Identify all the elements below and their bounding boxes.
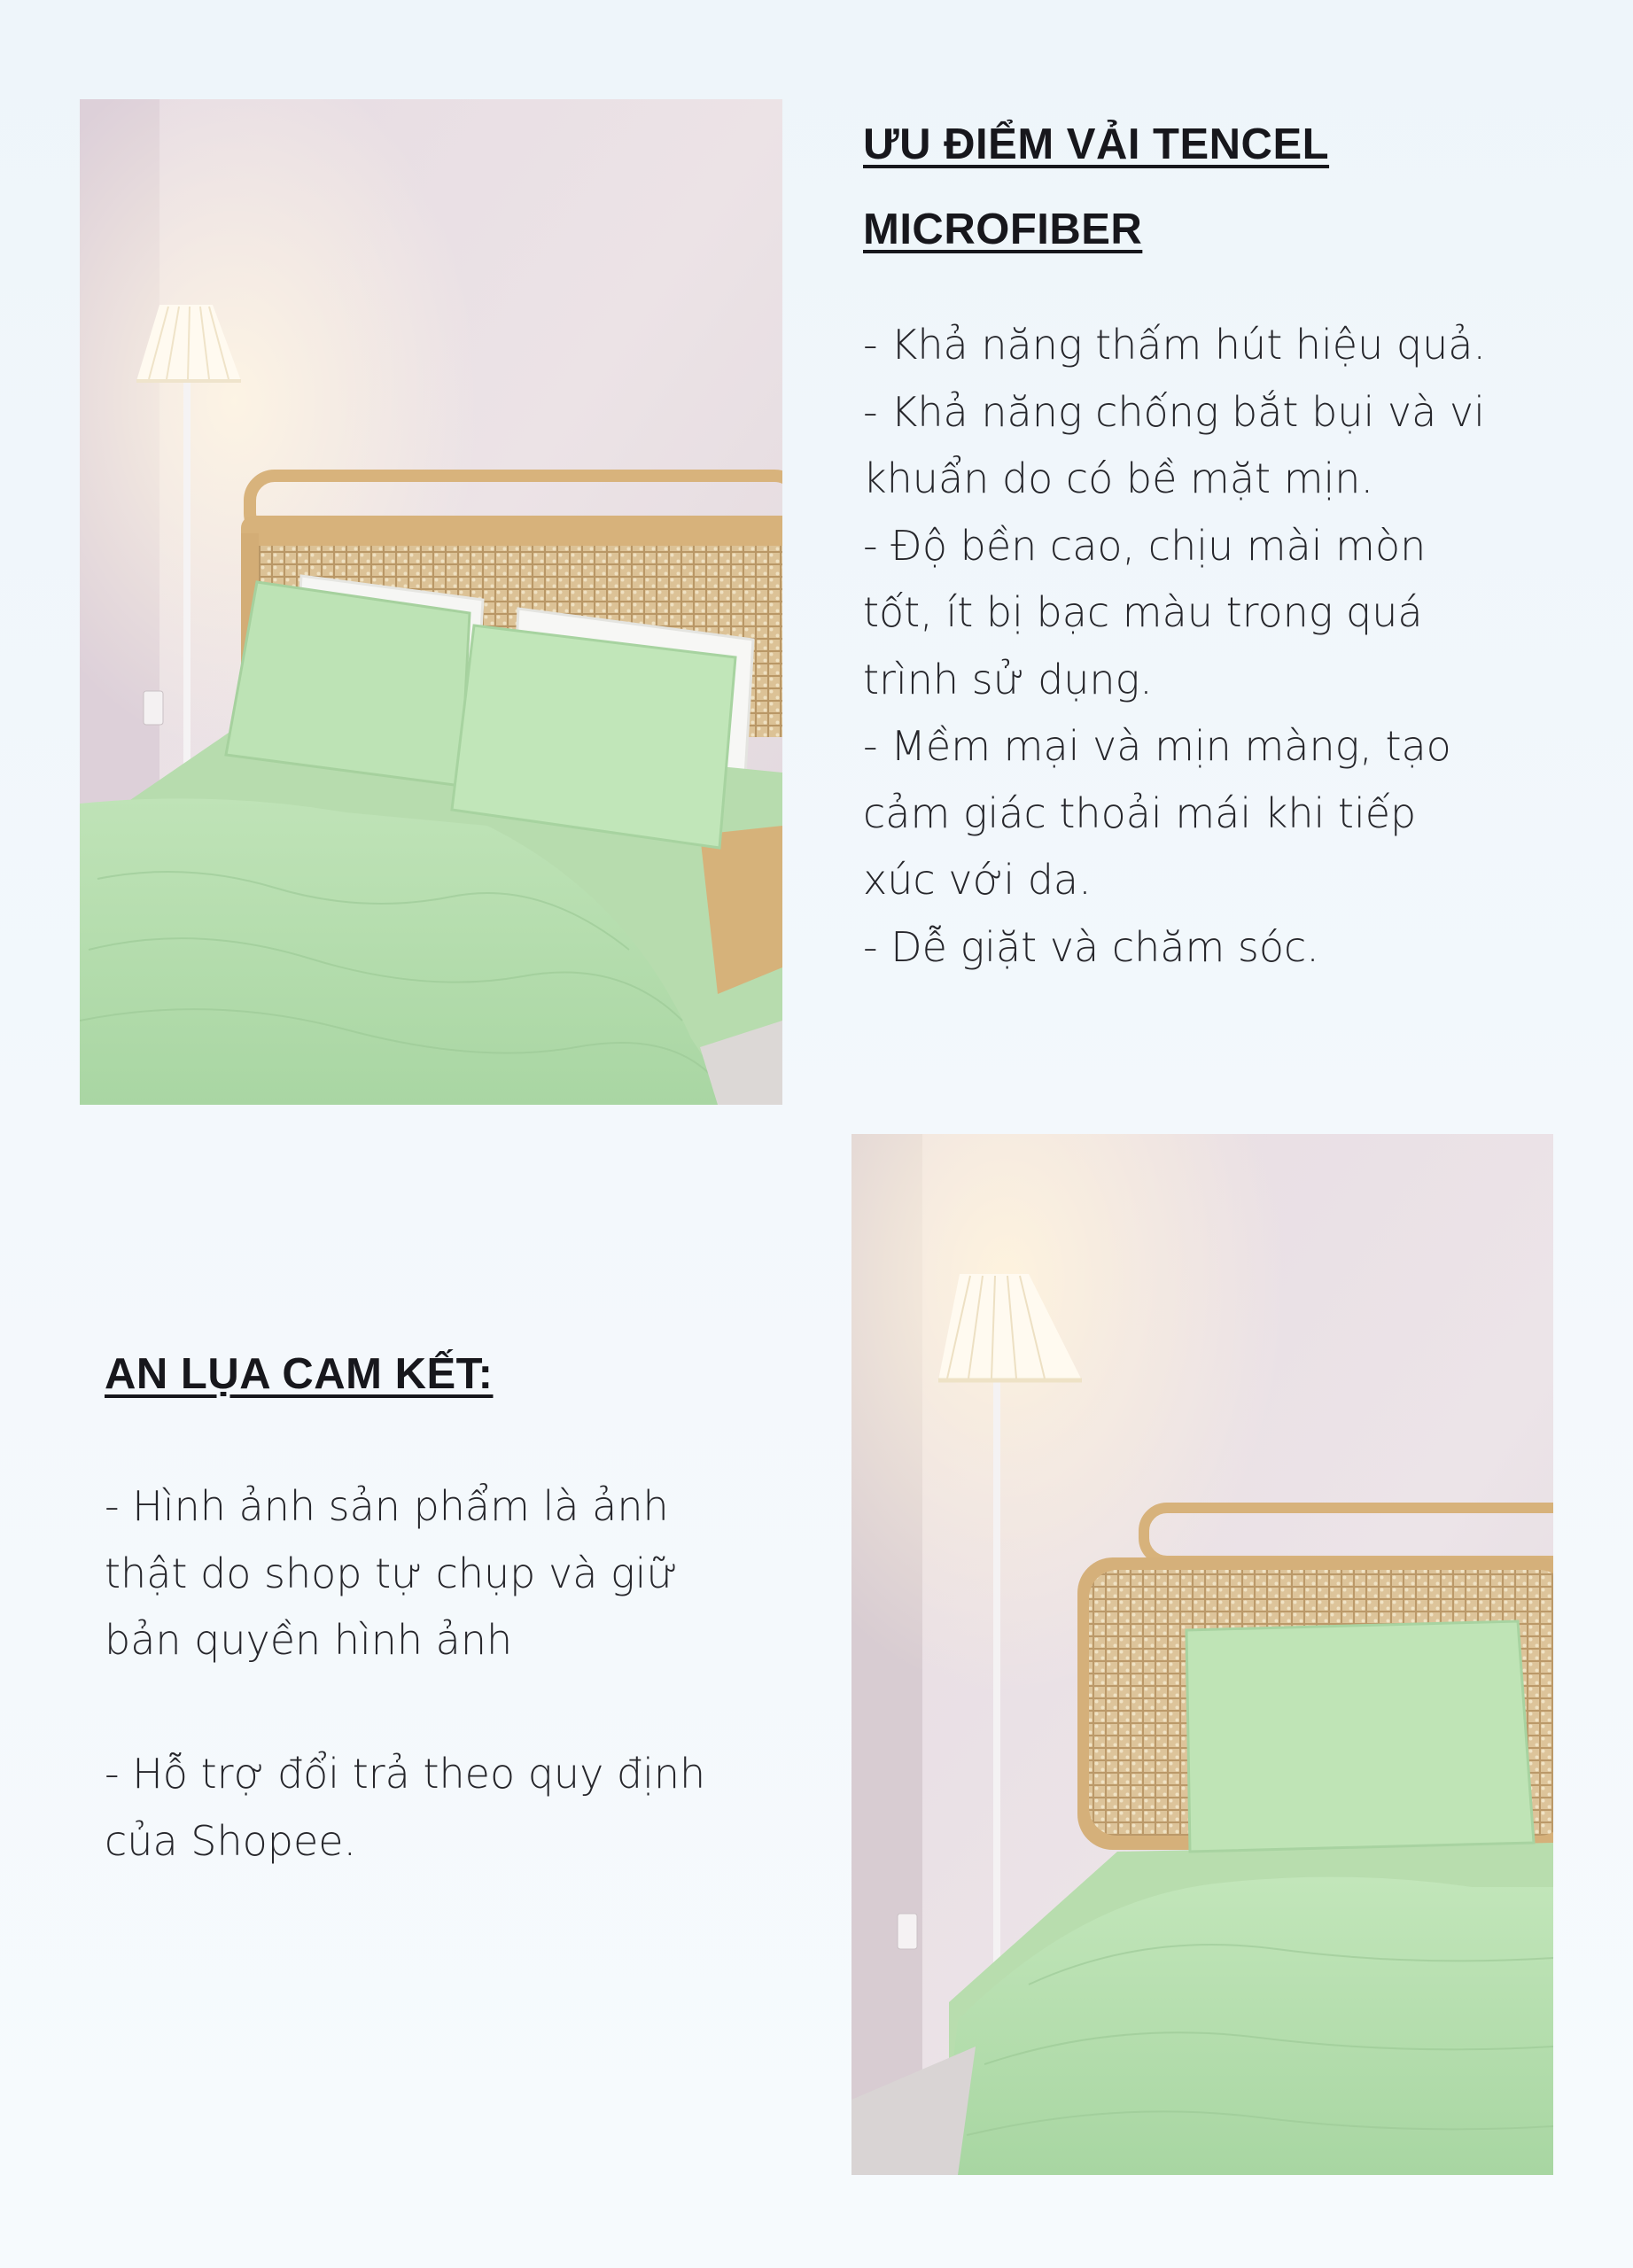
benefits-line: - Khả năng thấm hút hiệu quả. (863, 321, 1487, 369)
benefits-line: xúc với da. (863, 856, 1092, 904)
bedroom-photo-bottom (851, 1134, 1553, 2175)
commitment-line: bản quyền hình ảnh (105, 1616, 513, 1664)
benefits-line: - Mềm mại và mịn màng, tạo (863, 722, 1451, 770)
benefits-heading-line-2: MICROFIBER (863, 206, 1143, 253)
benefits-line: - Dễ giặt và chăm sóc. (863, 922, 1319, 971)
commitment-list (105, 1473, 796, 1875)
bedroom-photo-bottom-illustration (851, 1134, 1553, 2175)
commitment-line: - Hình ảnh sản phẩm là ảnh (105, 1482, 669, 1530)
bedroom-photo-top (80, 99, 782, 1105)
paragraph-spacer (105, 1674, 796, 1742)
commitment-heading: AN LỤA CAM KẾT: (105, 1350, 494, 1398)
commitment-line: của Shopee. (105, 1816, 357, 1865)
benefits-line: tốt, ít bị bạc màu trong quá (863, 588, 1423, 636)
benefits-line: trình sử dụng. (863, 655, 1153, 703)
benefits-line: - Độ bền cao, chịu mài mòn (863, 521, 1427, 570)
benefits-line: cảm giác thoải mái khi tiếp (863, 788, 1417, 837)
bedroom-photo-top-illustration (80, 99, 782, 1105)
benefits-heading-line-1: ƯU ĐIỂM VẢI TENCEL (863, 120, 1330, 168)
benefits-line: - Khả năng chống bắt bụi và vi (863, 387, 1485, 436)
commitment-line: - Hỗ trợ đổi trả theo quy định (105, 1750, 706, 1798)
benefits-list (863, 312, 1554, 981)
benefits-line: khuẩn do có bề mặt mịn. (863, 454, 1374, 502)
commitment-line: thật do shop tự chụp và giữ (105, 1549, 679, 1597)
benefits-heading (863, 102, 1572, 272)
